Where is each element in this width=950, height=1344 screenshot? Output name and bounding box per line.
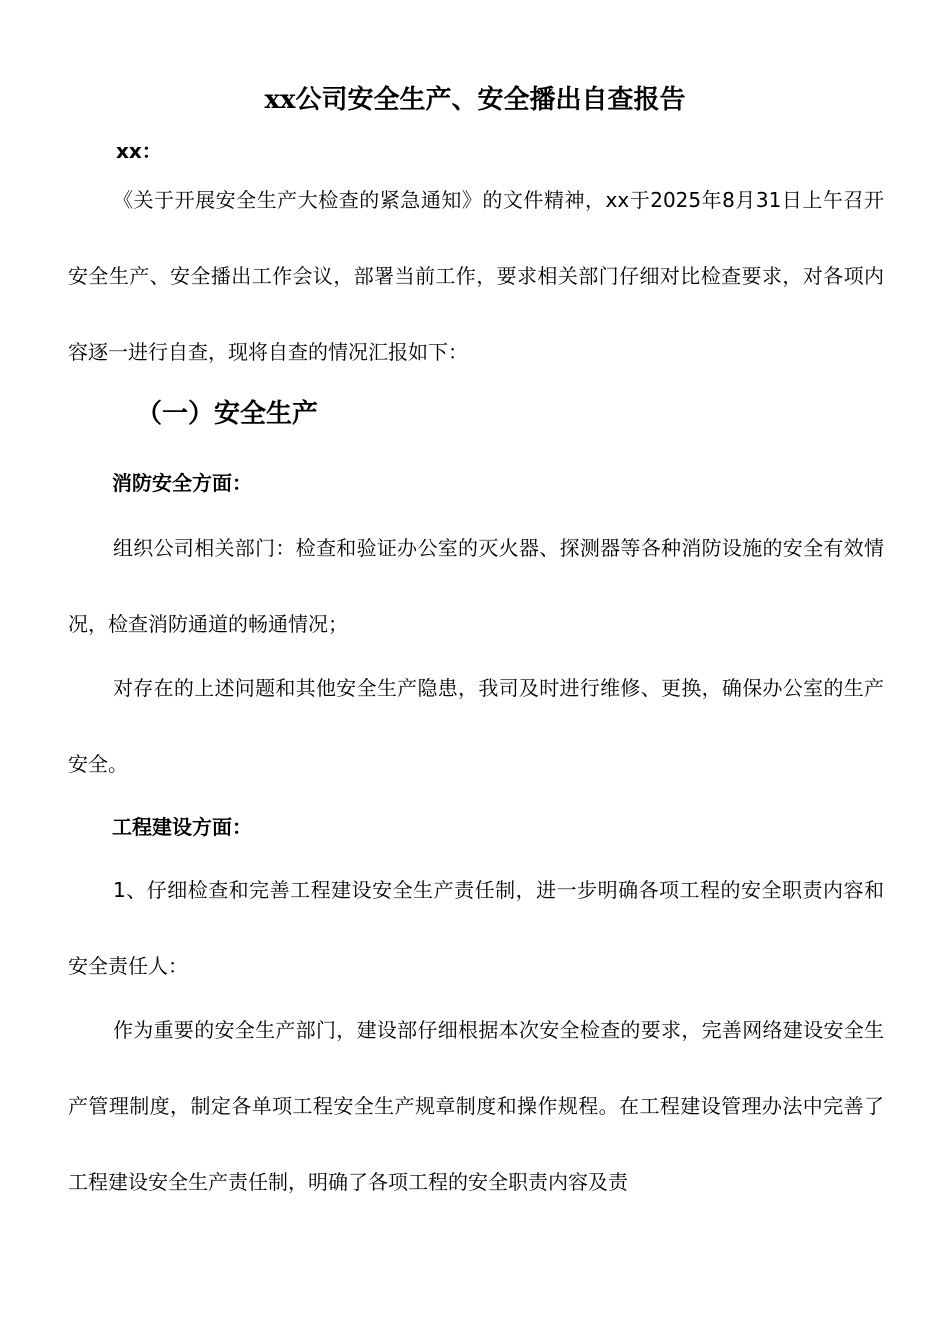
subheading-fire-safety: 消防安全方面： — [112, 471, 252, 495]
document-title: xx公司安全生产、安全播出自查报告 — [264, 85, 686, 115]
salutation: xx： — [116, 139, 162, 163]
construction-paragraph-1: 1、仔细检查和完善工程建设安全生产责任制，进一步明确各项工程的安全职责内容和安全责任人： — [68, 878, 884, 978]
construction-paragraph-2: 作为重要的安全生产部门，建设部仔细根据本次安全检查的要求，完善网络建设安全生产管理制度，制定各单项工程安全生产规章制度和操作规程。在工程建设管理办法中完善了工程建设安全生产责任制，明确了各项工程的安全职责内容及责 — [68, 1018, 884, 1194]
section-heading-safety-production: （一）安全生产 — [136, 399, 319, 429]
subheading-construction: 工程建设方面： — [112, 815, 252, 839]
fire-safety-paragraph-2: 对存在的上述问题和其他安全生产隐患，我司及时进行维修、更换，确保办公室的生产安全。 — [68, 676, 884, 776]
intro-paragraph: 《关于开展安全生产大检查的紧急通知》的文件精神，xx于2025年8月31日上午召开安全生产、安全播出工作会议，部署当前工作，要求相关部门仔细对比检查要求，对各项内容逐一进行自查，现将自查的情况汇报如下： — [68, 188, 884, 364]
fire-safety-paragraph-1: 组织公司相关部门：检查和验证办公室的灭火器、探测器等各种消防设施的安全有效情况，检查消防通道的畅通情况； — [68, 536, 884, 636]
